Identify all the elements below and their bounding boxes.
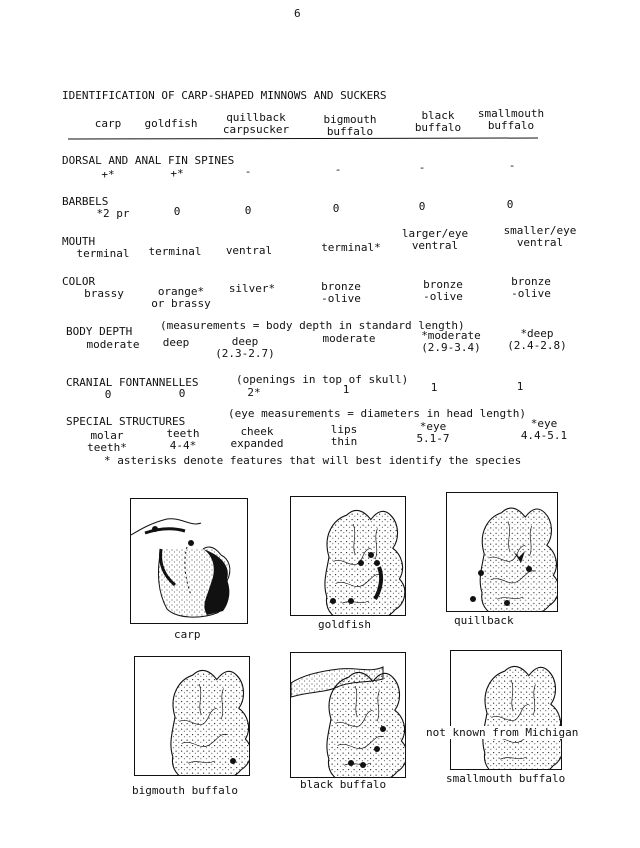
- row-note-cranial: (openings in top of skull): [236, 373, 409, 386]
- cell-cranial-carp: 0: [104, 388, 112, 401]
- row-label-mouth: MOUTH: [62, 235, 96, 248]
- cell-depth-quillback: deep (2.3-2.7): [215, 335, 275, 360]
- map-caption-quillback: quillback: [454, 614, 514, 627]
- cell-cranial-quillback: 2*: [247, 386, 261, 399]
- cell-depth-smallmouth: *deep (2.4-2.8): [507, 327, 567, 352]
- cell-fin-smallmouth: -: [508, 159, 516, 172]
- cell-barbels-quillback: 0: [244, 204, 252, 217]
- col-header-black: black buffalo: [414, 109, 462, 134]
- cell-barbels-carp: *2 pr: [96, 207, 130, 220]
- footnote: * asterisks denote features that will best identify the species: [104, 454, 522, 467]
- page-title: IDENTIFICATION OF CARP-SHAPED MINNOWS AND SUCKERS: [62, 89, 387, 102]
- col-header-goldfish: goldfish: [144, 117, 198, 130]
- map-goldfish-graphic: [291, 497, 405, 615]
- cell-color-bigmouth: bronze -olive: [321, 280, 361, 305]
- row-label-body-depth: BODY DEPTH: [66, 325, 133, 338]
- cell-barbels-goldfish: 0: [173, 205, 181, 218]
- header-underline: [60, 136, 580, 142]
- map-quillback-graphic: [447, 493, 557, 611]
- cell-cranial-smallmouth: 1: [516, 380, 524, 393]
- cell-color-quillback: silver*: [228, 282, 276, 295]
- map-smallmouth-buffalo: [450, 650, 562, 770]
- map-overlay-smallmouth: not known from Michigan: [426, 726, 579, 739]
- cell-barbels-bigmouth: 0: [332, 202, 340, 215]
- cell-mouth-black: larger/eye ventral: [401, 227, 469, 252]
- map-black-graphic: [291, 653, 405, 777]
- cell-cranial-black: 1: [430, 381, 438, 394]
- cell-fin-bigmouth: -: [334, 163, 342, 176]
- col-header-smallmouth: smallmouth buffalo: [477, 107, 545, 132]
- cell-barbels-black: 0: [418, 200, 426, 213]
- cell-special-black: *eye 5.1-7: [416, 420, 450, 445]
- cell-fin-quillback: -: [244, 165, 252, 178]
- cell-special-quillback: cheek expanded: [230, 425, 284, 450]
- row-label-cranial: CRANIAL FONTANNELLES: [66, 376, 199, 389]
- cell-mouth-quillback: ventral: [225, 244, 273, 257]
- map-caption-bigmouth: bigmouth buffalo: [132, 784, 238, 797]
- map-smallmouth-graphic: [451, 651, 561, 769]
- map-caption-goldfish: goldfish: [318, 618, 371, 631]
- cell-special-bigmouth: lips thin: [330, 423, 358, 448]
- cell-special-goldfish: teeth 4-4*: [166, 427, 200, 452]
- map-bigmouth-graphic: [135, 657, 249, 775]
- col-header-quillback: quillback carpsucker: [222, 111, 290, 136]
- map-caption-smallmouth: smallmouth buffalo: [446, 772, 566, 785]
- cell-mouth-carp: terminal: [76, 247, 130, 260]
- cell-fin-carp: +*: [101, 168, 115, 181]
- row-label-barbels: BARBELS: [62, 195, 109, 208]
- cell-depth-carp: moderate: [86, 338, 140, 351]
- row-label-fin-spines: DORSAL AND ANAL FIN SPINES: [62, 154, 235, 167]
- cell-color-goldfish: orange* or brassy: [151, 285, 211, 310]
- row-note-special: (eye measurements = diameters in head length): [228, 407, 527, 420]
- row-label-color: COLOR: [62, 275, 96, 288]
- cell-color-carp: brassy: [84, 287, 124, 300]
- cell-mouth-bigmouth: terminal*: [321, 241, 381, 254]
- map-goldfish: [290, 496, 406, 616]
- map-black-buffalo: [290, 652, 406, 778]
- cell-color-smallmouth: bronze -olive: [511, 275, 551, 300]
- cell-depth-black: *moderate (2.9-3.4): [421, 329, 481, 354]
- map-caption-carp: carp: [174, 628, 201, 641]
- map-carp: [130, 498, 248, 624]
- cell-cranial-goldfish: 0: [178, 387, 186, 400]
- map-bigmouth-buffalo: [134, 656, 250, 776]
- row-note-body-depth: (measurements = body depth in standard length): [160, 319, 465, 332]
- cell-mouth-goldfish: terminal: [148, 245, 202, 258]
- cell-color-black: bronze -olive: [423, 278, 463, 303]
- cell-depth-bigmouth: moderate: [322, 332, 376, 345]
- row-label-special: SPECIAL STRUCTURES: [66, 415, 186, 428]
- cell-fin-goldfish: +*: [170, 167, 184, 180]
- cell-fin-black: -: [418, 161, 426, 174]
- col-header-bigmouth: bigmouth buffalo: [323, 113, 377, 138]
- cell-depth-goldfish: deep: [162, 336, 190, 349]
- cell-special-smallmouth: *eye 4.4-5.1: [520, 417, 568, 442]
- cell-cranial-bigmouth: 1: [342, 383, 350, 396]
- cell-special-carp: molar teeth*: [87, 429, 127, 454]
- map-carp-graphic: [131, 499, 247, 623]
- page-number: 6: [294, 7, 301, 20]
- map-quillback: [446, 492, 558, 612]
- cell-mouth-smallmouth: smaller/eye ventral: [503, 224, 577, 249]
- map-caption-black: black buffalo: [300, 778, 387, 791]
- col-header-carp: carp: [94, 117, 122, 130]
- cell-barbels-smallmouth: 0: [506, 198, 514, 211]
